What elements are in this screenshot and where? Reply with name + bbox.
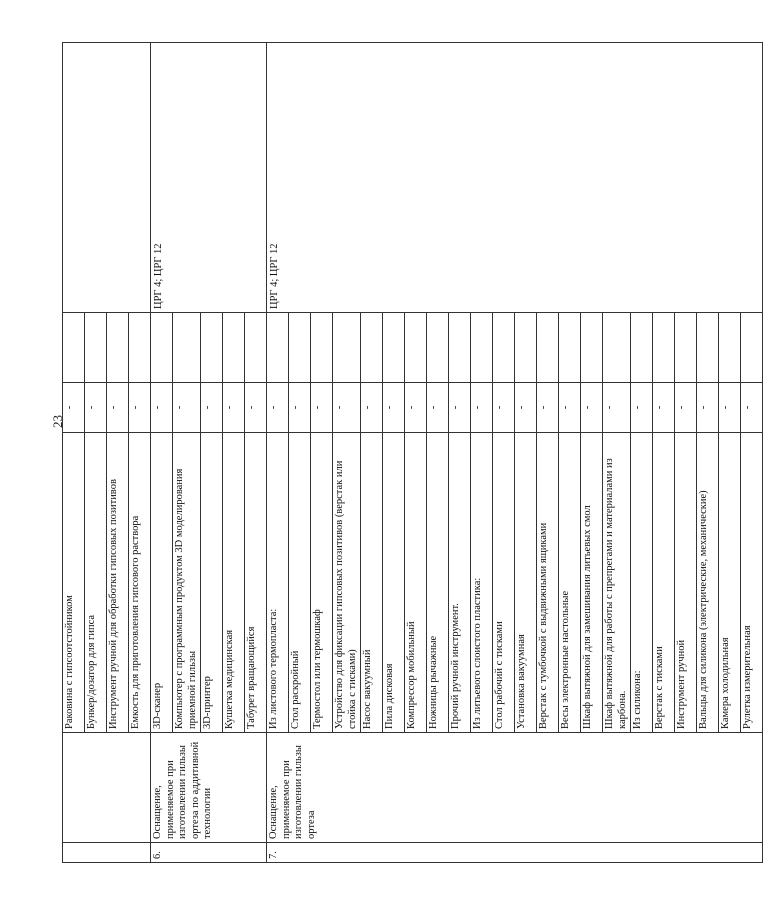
equipment-item: Из силикона:	[631, 433, 653, 733]
blank-cell	[311, 313, 333, 383]
blank-cell	[201, 313, 223, 383]
blank-cell	[151, 313, 173, 383]
quantity-cell: -	[129, 383, 151, 433]
blank-cell	[405, 313, 427, 383]
blank-cell	[653, 313, 675, 383]
code-cell	[63, 43, 151, 313]
blank-cell	[383, 313, 405, 383]
quantity-cell: -	[63, 383, 85, 433]
quantity-cell: -	[107, 383, 129, 433]
blank-cell	[173, 313, 201, 383]
blank-cell	[289, 313, 311, 383]
quantity-cell: -	[427, 383, 449, 433]
quantity-cell: -	[173, 383, 201, 433]
blank-cell	[559, 313, 581, 383]
quantity-cell: -	[289, 383, 311, 433]
blank-cell	[267, 313, 289, 383]
section-name-cell	[63, 733, 151, 843]
equipment-item: Весы электронные настольные	[559, 433, 581, 733]
equipment-item: 3D-принтер	[201, 433, 223, 733]
requirement-code: ЦРГ 4; ЦРГ 12	[267, 43, 763, 313]
equipment-item: Бункер/дозатор для гипса	[85, 433, 107, 733]
table-row	[267, 43, 289, 863]
quantity-cell: -	[537, 383, 559, 433]
equipment-item: Ножницы рычажные	[427, 433, 449, 733]
quantity-cell: -	[653, 383, 675, 433]
quantity-cell: -	[223, 383, 245, 433]
equipment-item: Термостол или термошкаф	[311, 433, 333, 733]
blank-cell	[675, 313, 697, 383]
quantity-cell: -	[85, 383, 107, 433]
quantity-cell: -	[493, 383, 515, 433]
equipment-item: Раковина с гипсоотстойником	[63, 433, 85, 733]
table-row	[63, 43, 85, 863]
blank-cell	[449, 313, 471, 383]
blank-cell	[223, 313, 245, 383]
page-number: 23	[50, 415, 65, 428]
quantity-cell: -	[515, 383, 537, 433]
equipment-item: Насос вакуумный	[361, 433, 383, 733]
blank-cell	[107, 313, 129, 383]
quantity-cell: -	[267, 383, 289, 433]
blank-cell	[361, 313, 383, 383]
quantity-cell: -	[603, 383, 631, 433]
blank-cell	[581, 313, 603, 383]
equipment-item: Камера холодильная	[719, 433, 741, 733]
equipment-item: Стол раскройный	[289, 433, 311, 733]
equipment-item: Пила дисковая	[383, 433, 405, 733]
blank-cell	[471, 313, 493, 383]
blank-cell	[245, 313, 267, 383]
quantity-cell: -	[697, 383, 719, 433]
equipment-item: Шкаф вытяжной для работы с препрегами и материалами из карбона.	[603, 433, 631, 733]
blank-cell	[493, 313, 515, 383]
section-name: Оснащение, применяемое при изготовлении гильзы ортеза	[267, 733, 763, 843]
equipment-item: Верстак с тисками	[653, 433, 675, 733]
quantity-cell: -	[383, 383, 405, 433]
equipment-item: Кушетка медицинская	[223, 433, 245, 733]
quantity-cell: -	[361, 383, 383, 433]
equipment-table-wrapper	[62, 43, 753, 863]
quantity-cell: -	[245, 383, 267, 433]
blank-cell	[63, 313, 85, 383]
equipment-item: Из литьевого слоистого пластика:	[471, 433, 493, 733]
quantity-cell: -	[405, 383, 427, 433]
equipment-item: Емкость для приготовления гипсового раствора	[129, 433, 151, 733]
equipment-item: Инструмент ручной для обработки гипсовых позитивов	[107, 433, 129, 733]
equipment-item: Прочий ручной инструмент.	[449, 433, 471, 733]
equipment-item: Стол рабочий с тисками	[493, 433, 515, 733]
quantity-cell: -	[311, 383, 333, 433]
section-name: Оснащение, применяемое при изготовлении гильзы ортеза по аддитивной технологии	[151, 733, 267, 843]
row-number-cell	[63, 843, 151, 863]
blank-cell	[603, 313, 631, 383]
blank-cell	[333, 313, 361, 383]
equipment-item: 3D-сканер	[151, 433, 173, 733]
equipment-item: Табурет вращающийся	[245, 433, 267, 733]
blank-cell	[719, 313, 741, 383]
blank-cell	[631, 313, 653, 383]
equipment-table	[62, 42, 763, 863]
equipment-item: Компьютер с программным продуктом 3D моделирования приемной гильзы	[173, 433, 201, 733]
equipment-table-body	[63, 43, 763, 863]
quantity-cell: -	[559, 383, 581, 433]
quantity-cell: -	[675, 383, 697, 433]
equipment-item: Шкаф вытяжной для замешивания литьевых смол	[581, 433, 603, 733]
quantity-cell: -	[719, 383, 741, 433]
blank-cell	[129, 313, 151, 383]
table-row	[151, 43, 173, 863]
equipment-item: Рулетка измерительная	[741, 433, 763, 733]
row-number: 7.	[267, 843, 763, 863]
equipment-item: Компрессор мобильный	[405, 433, 427, 733]
requirement-code: ЦРГ 4; ЦРГ 12	[151, 43, 267, 313]
blank-cell	[537, 313, 559, 383]
quantity-cell: -	[741, 383, 763, 433]
equipment-item: Установка вакуумная	[515, 433, 537, 733]
quantity-cell: -	[201, 383, 223, 433]
blank-cell	[741, 313, 763, 383]
blank-cell	[427, 313, 449, 383]
quantity-cell: -	[471, 383, 493, 433]
blank-cell	[697, 313, 719, 383]
blank-cell	[85, 313, 107, 383]
quantity-cell: -	[151, 383, 173, 433]
equipment-item: Инструмент ручной	[675, 433, 697, 733]
equipment-item: Вальцы для силикона (электрические, механические)	[697, 433, 719, 733]
quantity-cell: -	[449, 383, 471, 433]
equipment-item: Устройство для фиксации гипсовых позитивов (верстак или стойка с тисками)	[333, 433, 361, 733]
equipment-item: Из листового термопласта:	[267, 433, 289, 733]
equipment-item: Верстак с тумбочкой с выдвижными ящиками	[537, 433, 559, 733]
quantity-cell: -	[581, 383, 603, 433]
row-number: 6.	[151, 843, 267, 863]
quantity-cell: -	[333, 383, 361, 433]
quantity-cell: -	[631, 383, 653, 433]
blank-cell	[515, 313, 537, 383]
